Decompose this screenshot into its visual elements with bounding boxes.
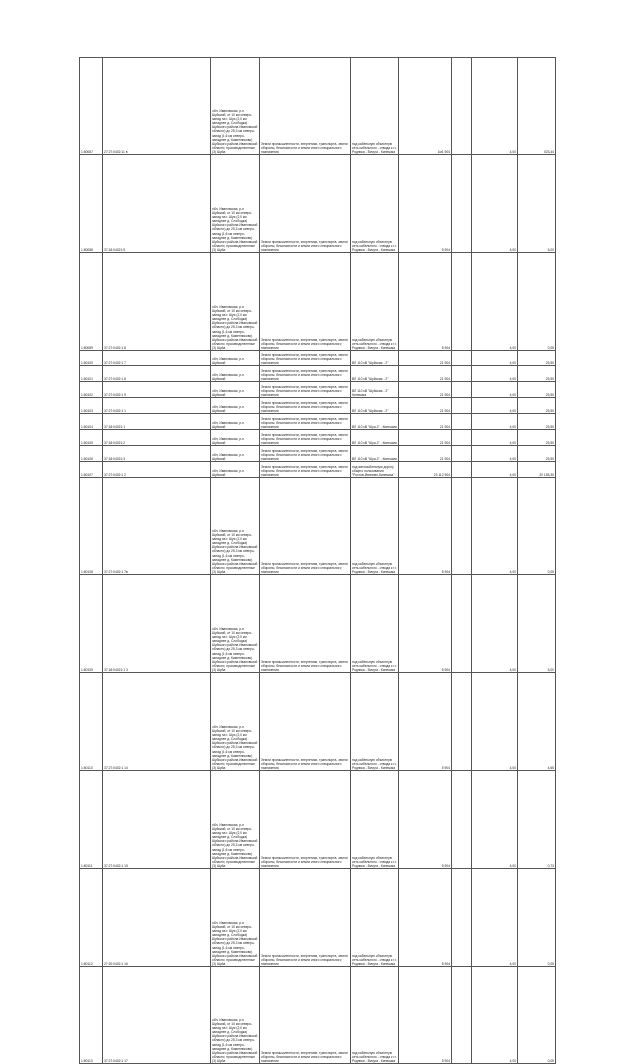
cell-permitted-use: ВЛ 110 кВ "Шуя-2" - Кинешма — [351, 446, 399, 462]
cell-value-a — [452, 414, 472, 430]
cell-permitted-use: под кабельную объектную сеть кабельного - отвода к г.г. Родники - Вичуга - Кинешма — [351, 771, 399, 869]
cell-value-a — [452, 58, 472, 155]
cell-location: обл. Ивановская, р-н Шуйский, от 10 км северо-запад на г. Шуя (2,0 км западнее д. Слободка) Шуйского района Ивановской области) до 25,3 км северо-запад (1,6 км северо-западнее д. Каменниково) Шуйского района Ивановской области; производственные (3) Шуйа — [211, 967, 260, 1064]
cell-cadastral-number: 27:27:0402:11 в — [103, 58, 211, 155]
cell-cadastral-number: 37:18:04021:5 — [103, 155, 211, 253]
cell-cadastral-number: 37:18:04021:1 — [103, 414, 211, 430]
cell-location: обл. Ивановская, р-н Шуйский — [211, 351, 260, 366]
cell-value-a — [452, 155, 472, 253]
cell-area: 21 904 — [399, 414, 452, 430]
cell-row-id: 1:80106 — [80, 446, 103, 462]
cell-permitted-use: под кабельную объектную сеть кабельного - отвода к г.г. Родники - Вичуга - Кинешма — [351, 155, 399, 253]
cell-cadastral-number: 37:27:0402:1 9 — [103, 382, 211, 398]
cell-permitted-use: ВЛ 110 кВ "Шуйская - 2" — [351, 398, 399, 414]
table-row — [80, 967, 556, 1064]
cell-row-id: 1:80113 — [80, 967, 103, 1064]
table-row — [80, 414, 556, 430]
cell-cadastral-number: 37:18:04021:3 — [103, 446, 211, 462]
cell-area: 5 904 — [399, 253, 452, 351]
cell-land-category: Земли промышленности, энергетики, транспорта, земли обороны, безопасности и земли иного специального назначения — [260, 351, 351, 366]
cell-value-a — [452, 869, 472, 967]
cell-cadastral-number: 37:27:0402:1 14 — [103, 673, 211, 771]
cell-area: 21 904 — [399, 351, 452, 366]
table-row — [80, 382, 556, 398]
cell-value-a — [452, 967, 472, 1064]
cell-cadastral-number: 37:27:0402:1 17 — [103, 967, 211, 1064]
cell-value-b: 4,00 — [472, 478, 518, 575]
cell-permitted-use: под кабельную объектную сеть кабельного - отвода к г.г. Родники - Вичуга - Кинешма — [351, 967, 399, 1064]
cell-value-a — [452, 446, 472, 462]
cell-permitted-use: под кабельную объектную сеть кабельного - отвода к г.г. Родники - Вичуга - Кинешма — [351, 575, 399, 673]
cell-row-id: 1:80101 — [80, 366, 103, 382]
cell-value-c: 023,44 — [518, 58, 556, 155]
cell-value-c: 4,65 — [518, 673, 556, 771]
cell-area: 5 904 — [399, 575, 452, 673]
cell-area: 21 904 — [399, 382, 452, 398]
cell-land-category: Земли промышленности, энергетики, транспорта, земли обороны, безопасности и земли иного специального назначения — [260, 673, 351, 771]
cell-cadastral-number: 37:27:0402:1 7в — [103, 478, 211, 575]
cell-value-a — [452, 398, 472, 414]
cell-value-a — [452, 382, 472, 398]
cell-land-category: Земли промышленности, энергетики, транспорта, земли обороны, безопасности и земли иного специального назначения — [260, 58, 351, 155]
cell-location: обл. Ивановская, р-н Шуйский, от 10 км северо-запад на г. Шуя (2,0 км западнее д. Слободка) Шуйского района Ивановской области) до 25,3 км северо-запад (1,6 км северо-западнее д. Каменниково) Шуйского района Ивановской области; производственные (3) Шуйа — [211, 253, 260, 351]
cell-cadastral-number: 37:27:0402:1 15 — [103, 771, 211, 869]
cell-cadastral-number: 37:18:04021:1 3 — [103, 575, 211, 673]
table-row — [80, 771, 556, 869]
cell-value-c: 0,73 — [518, 771, 556, 869]
cell-row-id: 1:80103 — [80, 398, 103, 414]
cell-value-c: 25,50 — [518, 398, 556, 414]
table-row — [80, 366, 556, 382]
cell-value-c: 5,00 — [518, 575, 556, 673]
cell-area: 5 904 — [399, 478, 452, 575]
table-row — [80, 430, 556, 446]
cell-land-category: Земли промышленности, энергетики, транспорта, земли обороны, безопасности и земли иного специального назначения — [260, 253, 351, 351]
table-row — [80, 462, 556, 478]
cell-row-id: 1:80087 — [80, 58, 103, 155]
cell-permitted-use: ВЛ 110 кВ "Шуйская - 2" — [351, 351, 399, 366]
cell-area: 23 112 904 — [399, 462, 452, 478]
cell-row-id: 1:80107 — [80, 462, 103, 478]
cell-location: обл. Ивановская, р-н Шуйский — [211, 446, 260, 462]
cell-value-c: 0,05 — [518, 478, 556, 575]
cell-value-c: 25,50 — [518, 382, 556, 398]
land-plot-register — [79, 57, 555, 1064]
cell-permitted-use: ВЛ 110 кВ "Шуя-2" - Кинешма — [351, 414, 399, 430]
cell-land-category: Земли промышленности, энергетики, транспорта, земли обороны, безопасности и земли иного специального назначения — [260, 462, 351, 478]
cell-location: обл. Ивановская, р-н Шуйский — [211, 398, 260, 414]
table-row — [80, 58, 556, 155]
cell-value-b: 4,00 — [472, 869, 518, 967]
cell-land-category: Земли промышленности, энергетики, транспорта, земли обороны, безопасности и земли иного специального назначения — [260, 771, 351, 869]
cell-value-b: 4,00 — [472, 967, 518, 1064]
cell-value-c: 25,50 — [518, 430, 556, 446]
table-row — [80, 351, 556, 366]
cell-value-a — [452, 771, 472, 869]
cell-value-a — [452, 366, 472, 382]
table-row — [80, 398, 556, 414]
cell-value-a — [452, 462, 472, 478]
cell-area: 5 904 — [399, 967, 452, 1064]
table-row — [80, 253, 556, 351]
cell-value-b: 4,00 — [472, 398, 518, 414]
cell-value-c: 5,00 — [518, 155, 556, 253]
cell-value-c: 25,50 — [518, 414, 556, 430]
cell-value-c: 25,50 — [518, 366, 556, 382]
cell-location: обл. Ивановская, р-н Шуйский — [211, 382, 260, 398]
cell-area: 5 904 — [399, 155, 452, 253]
cell-cadastral-number: 37:27:0402:1 2 — [103, 462, 211, 478]
cell-value-c: 25,50 — [518, 351, 556, 366]
table-row — [80, 869, 556, 967]
cell-permitted-use: под кабельную объектную сеть кабельного - отвода к г.г. Родники - Вичуга - Кинешма — [351, 58, 399, 155]
cell-value-b: 4,00 — [472, 446, 518, 462]
cell-location: обл. Ивановская, р-н Шуйский, от 10 км северо-запад на г. Шуя (2,0 км западнее д. Слободка) Шуйского района Ивановской области) до 25,3 км северо-запад (1,6 км северо-западнее д. Каменниково) Шуйского района Ивановской области; производственные (3) Шуйа — [211, 673, 260, 771]
cell-cadastral-number: 37:27:0402:1 7 — [103, 351, 211, 366]
cell-area: 5 904 — [399, 673, 452, 771]
cell-value-b: 4,00 — [472, 253, 518, 351]
cell-value-b: 4,00 — [472, 58, 518, 155]
cell-value-b: 4,00 — [472, 673, 518, 771]
cell-permitted-use: ВЛ 110 кВ "Шуйская - 2" Кинешма — [351, 382, 399, 398]
cell-cadastral-number: 37:27:0402:1 1 — [103, 398, 211, 414]
cell-location: обл. Ивановская, р-н Шуйский, от 10 км северо-запад на г. Шуя (2,0 км западнее д. Слободка) Шуйского района Ивановской области) до 25,3 км северо-запад (1,6 км северо-западнее д. Каменниково) Шуйского района Ивановской области; производственные (3) Шуйа — [211, 575, 260, 673]
cell-value-a — [452, 430, 472, 446]
cell-permitted-use: под кабельную объектную сеть кабельного - отвода к г.г. Родники - Вичуга - Кинешма — [351, 253, 399, 351]
cell-value-c: 0,05 — [518, 869, 556, 967]
cell-row-id: 1:80112 — [80, 869, 103, 967]
table-row — [80, 155, 556, 253]
cell-land-category: Земли промышленности, энергетики, транспорта, земли обороны, безопасности и земли иного специального назначения — [260, 575, 351, 673]
table-row — [80, 575, 556, 673]
register-rows — [80, 58, 556, 1064]
cell-cadastral-number: 37:27:0402:1 8 — [103, 366, 211, 382]
cell-location: обл. Ивановская, р-н Шуйский, от 10 км северо-запад на г. Шуя (2,0 км западнее д. Слободка) Шуйского района Ивановской области) до 25,3 км северо-запад (1,6 км северо-западнее д. Каменниково) Шуйского района Ивановской области; производственные (3) Шуйа — [211, 869, 260, 967]
cell-area: 21 904 — [399, 366, 452, 382]
cell-land-category: Земли промышленности, энергетики, транспорта, земли обороны, безопасности и земли иного специального назначения — [260, 869, 351, 967]
cell-row-id: 1:80100 — [80, 351, 103, 366]
cell-land-category: Земли промышленности, энергетики, транспорта, земли обороны, безопасности и земли иного специального назначения — [260, 366, 351, 382]
cell-row-id: 1:80105 — [80, 430, 103, 446]
cell-row-id: 1:80088 — [80, 155, 103, 253]
cell-land-category: Земли промышленности, энергетики, транспорта, земли обороны, безопасности и земли иного специального назначения — [260, 446, 351, 462]
cell-value-c: 0,05 — [518, 253, 556, 351]
cell-location: обл. Ивановская, р-н Шуйский — [211, 414, 260, 430]
cell-land-category: Земли промышленности, энергетики, транспорта, земли обороны, безопасности и земли иного специального назначения — [260, 382, 351, 398]
cell-land-category: Земли промышленности, энергетики, транспорта, земли обороны, безопасности и земли иного специального назначения — [260, 155, 351, 253]
cell-value-a — [452, 478, 472, 575]
table-row — [80, 673, 556, 771]
cell-value-c: 0,05 — [518, 967, 556, 1064]
cell-row-id: 1:80110 — [80, 673, 103, 771]
cell-location: обл. Ивановская, р-н Шуйский — [211, 462, 260, 478]
cell-area: 5 904 — [399, 771, 452, 869]
cell-permitted-use: ВЛ 110 кВ "Шуйская - 2" — [351, 366, 399, 382]
cell-value-b: 4,00 — [472, 155, 518, 253]
cell-value-a — [452, 673, 472, 771]
cell-area: 21 904 — [399, 398, 452, 414]
cell-value-b: 4,00 — [472, 430, 518, 446]
cell-area: 21 904 — [399, 430, 452, 446]
cell-permitted-use: под кабельную объектную сеть кабельного - отвода к г.г. Родники - Вичуга - Кинешма — [351, 869, 399, 967]
cell-land-category: Земли промышленности, энергетики, транспорта, земли обороны, безопасности и земли иного специального назначения — [260, 398, 351, 414]
cell-permitted-use: ВЛ 110 кВ "Шуя-2" - Кинешма — [351, 430, 399, 446]
cell-land-category: Земли промышленности, энергетики, транспорта, земли обороны, безопасности и земли иного специального назначения — [260, 414, 351, 430]
cell-value-b: 4,00 — [472, 462, 518, 478]
cell-value-b: 4,00 — [472, 575, 518, 673]
cell-area: 21 904 — [399, 446, 452, 462]
cell-cadastral-number: 27:20:0402:1 16 — [103, 869, 211, 967]
cell-row-id: 1:80111 — [80, 771, 103, 869]
cell-location: обл. Ивановская, р-н Шуйский, от 10 км северо-запад на г. Шуя (2,0 км западнее д. Слободка) Шуйского района Ивановской области) до 25,3 км северо-запад (1,6 км северо-западнее д. Каменниково) Шуйского района Ивановской области; производственные (3) Шуйа — [211, 58, 260, 155]
cell-value-b: 4,00 — [472, 771, 518, 869]
table-row — [80, 478, 556, 575]
table-row — [80, 446, 556, 462]
cell-area: 5 904 — [399, 869, 452, 967]
cell-land-category: Земли промышленности, энергетики, транспорта, земли обороны, безопасности и земли иного специального назначения — [260, 967, 351, 1064]
cell-value-b: 4,00 — [472, 414, 518, 430]
cell-location: обл. Ивановская, р-н Шуйский — [211, 430, 260, 446]
cell-cadastral-number: 37:18:04021:2 — [103, 430, 211, 446]
cell-value-a — [452, 253, 472, 351]
cell-value-b: 4,00 — [472, 351, 518, 366]
cell-value-b: 4,00 — [472, 366, 518, 382]
register-table — [79, 57, 556, 1064]
cell-row-id: 1:80104 — [80, 414, 103, 430]
cell-location: обл. Ивановская, р-н Шуйский, от 10 км северо-запад на г. Шуя (2,0 км западнее д. Слободка) Шуйского района Ивановской области) до 25,3 км северо-запад (1,6 км северо-западнее д. Каменниково) Шуйского района Ивановской области; производственные (3) Шуйа — [211, 771, 260, 869]
cell-value-c: 25,50 — [518, 446, 556, 462]
cell-location: обл. Ивановская, р-н Шуйский, от 10 км северо-запад на г. Шуя (2,0 км западнее д. Слободка) Шуйского района Ивановской области) до 25,3 км северо-запад (1,6 км северо-западнее д. Каменниково) Шуйского района Ивановской области; производственные (3) Шуйа — [211, 155, 260, 253]
cell-land-category: Земли промышленности, энергетики, транспорта, земли обороны, безопасности и земли иного специального назначения — [260, 430, 351, 446]
cell-value-c: 20 155,30 — [518, 462, 556, 478]
cell-row-id: 1:80102 — [80, 382, 103, 398]
cell-cadastral-number: 37:27:0402:1 8 — [103, 253, 211, 351]
cell-value-b: 4,00 — [472, 382, 518, 398]
cell-value-a — [452, 351, 472, 366]
cell-row-id: 1:80109 — [80, 575, 103, 673]
cell-area: 1м1 904 — [399, 58, 452, 155]
cell-row-id: 1:80108 — [80, 478, 103, 575]
cell-location: обл. Ивановская, р-н Шуйский, от 10 км северо-запад на г. Шуя (2,0 км западнее д. Слободка) Шуйского района Ивановской области) до 25,3 км северо-запад (1,6 км северо-западнее д. Каменниково) Шуйского района Ивановской области; производственные (3) Шуйа — [211, 478, 260, 575]
cell-location: обл. Ивановская, р-н Шуйский — [211, 366, 260, 382]
cell-value-a — [452, 575, 472, 673]
cell-permitted-use: под кабельную объектную сеть кабельного - отвода к г.г. Родники - Вичуга - Кинешма — [351, 673, 399, 771]
cell-land-category: Земли промышленности, энергетики, транспорта, земли обороны, безопасности и земли иного специального назначения — [260, 478, 351, 575]
cell-permitted-use: под автомобильную дорогу общего пользования "Ростов-Иваново-Кинешма" — [351, 462, 399, 478]
cell-row-id: 1:80089 — [80, 253, 103, 351]
cell-permitted-use: под кабельную объектную сеть кабельного - отвода к г.г. Родники - Вичуга - Кинешма — [351, 478, 399, 575]
